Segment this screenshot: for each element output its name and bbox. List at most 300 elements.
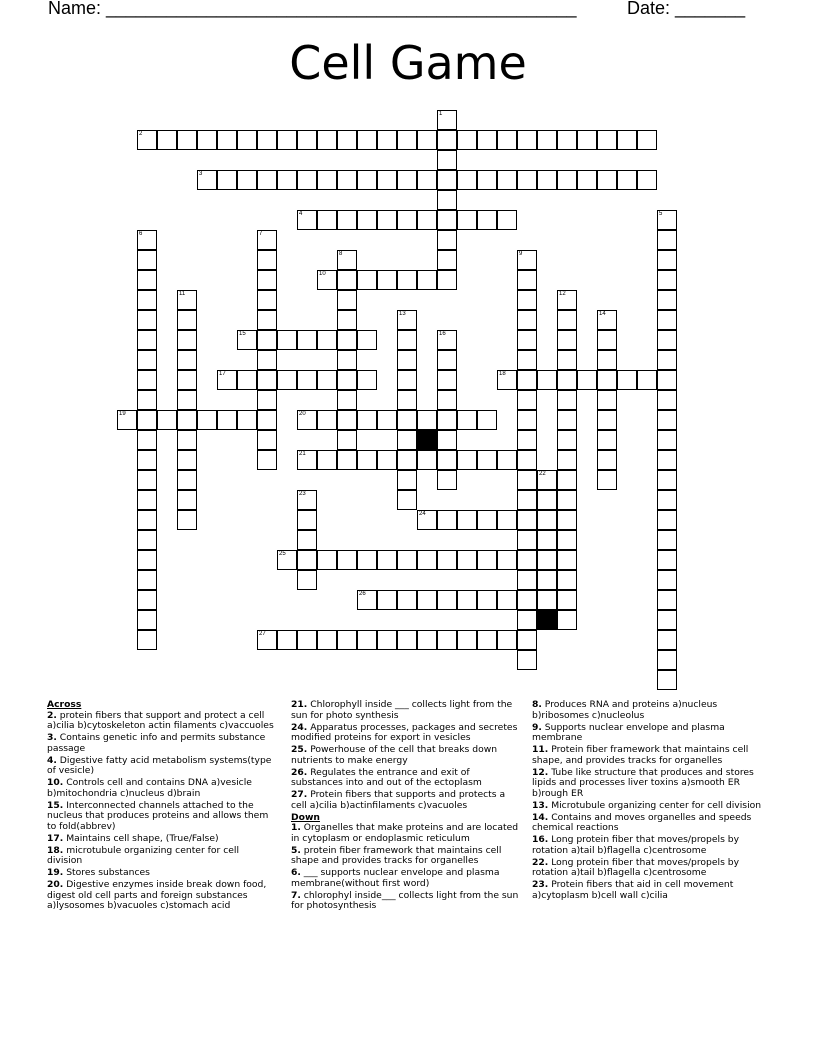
grid-cell[interactable] (597, 350, 617, 370)
grid-cell[interactable] (137, 470, 157, 490)
grid-cell[interactable] (137, 430, 157, 450)
grid-cell[interactable] (417, 630, 437, 650)
grid-cell[interactable] (537, 510, 557, 530)
grid-cell[interactable] (557, 470, 577, 490)
grid-cell[interactable] (357, 370, 377, 390)
grid-cell[interactable] (317, 270, 337, 290)
grid-cell[interactable] (377, 630, 397, 650)
grid-cell[interactable] (177, 450, 197, 470)
grid-cell[interactable] (397, 470, 417, 490)
grid-cell[interactable] (177, 370, 197, 390)
grid-cell[interactable] (317, 630, 337, 650)
grid-cell[interactable] (137, 390, 157, 410)
grid-cell[interactable] (597, 450, 617, 470)
grid-cell[interactable] (297, 550, 317, 570)
grid-cell[interactable] (577, 170, 597, 190)
grid-cell[interactable] (277, 370, 297, 390)
grid-cell[interactable] (377, 550, 397, 570)
grid-cell[interactable] (157, 410, 177, 430)
grid-cell[interactable] (657, 370, 677, 390)
grid-cell[interactable] (197, 130, 217, 150)
grid-cell[interactable] (257, 250, 277, 270)
grid-cell[interactable] (517, 510, 537, 530)
grid-cell[interactable] (557, 370, 577, 390)
grid-cell[interactable] (317, 450, 337, 470)
grid-cell[interactable] (497, 130, 517, 150)
grid-cell[interactable] (337, 630, 357, 650)
grid-cell[interactable] (517, 570, 537, 590)
grid-cell[interactable] (397, 130, 417, 150)
grid-cell[interactable] (357, 170, 377, 190)
grid-cell[interactable] (437, 550, 457, 570)
grid-cell[interactable] (557, 350, 577, 370)
grid-cell[interactable] (557, 610, 577, 630)
grid-cell[interactable] (517, 430, 537, 450)
grid-cell[interactable] (557, 390, 577, 410)
grid-cell[interactable] (257, 370, 277, 390)
grid-cell[interactable] (497, 450, 517, 470)
grid-cell[interactable] (437, 470, 457, 490)
grid-cell[interactable] (137, 310, 157, 330)
grid-cell[interactable] (517, 290, 537, 310)
grid-cell[interactable] (297, 450, 317, 470)
grid-cell[interactable] (537, 470, 557, 490)
grid-cell[interactable] (657, 590, 677, 610)
grid-cell[interactable] (137, 370, 157, 390)
grid-cell[interactable] (537, 550, 557, 570)
grid-cell[interactable] (137, 350, 157, 370)
grid-cell[interactable] (517, 130, 537, 150)
grid-cell[interactable] (217, 370, 237, 390)
grid-cell[interactable] (397, 270, 417, 290)
grid-cell[interactable] (397, 450, 417, 470)
grid-cell[interactable] (197, 410, 217, 430)
grid-cell[interactable] (437, 250, 457, 270)
grid-cell[interactable] (657, 230, 677, 250)
grid-cell[interactable] (457, 550, 477, 570)
grid-cell[interactable] (517, 390, 537, 410)
grid-cell[interactable] (177, 330, 197, 350)
grid-cell[interactable] (177, 130, 197, 150)
grid-cell[interactable] (657, 630, 677, 650)
grid-cell[interactable] (297, 570, 317, 590)
grid-cell[interactable] (277, 630, 297, 650)
grid-cell[interactable] (437, 350, 457, 370)
grid-cell[interactable] (457, 630, 477, 650)
grid-cell[interactable] (497, 630, 517, 650)
grid-cell[interactable] (337, 310, 357, 330)
grid-cell[interactable] (517, 490, 537, 510)
grid-cell[interactable] (557, 130, 577, 150)
grid-cell[interactable] (337, 550, 357, 570)
grid-cell[interactable] (657, 250, 677, 270)
grid-cell[interactable] (437, 410, 457, 430)
grid-cell[interactable] (337, 450, 357, 470)
grid-cell[interactable] (437, 590, 457, 610)
grid-cell[interactable] (397, 550, 417, 570)
grid-cell[interactable] (137, 330, 157, 350)
grid-cell[interactable] (517, 410, 537, 430)
grid-cell[interactable] (517, 310, 537, 330)
grid-cell[interactable] (337, 330, 357, 350)
grid-cell[interactable] (337, 410, 357, 430)
grid-cell[interactable] (397, 590, 417, 610)
grid-cell[interactable] (257, 170, 277, 190)
grid-cell[interactable] (317, 550, 337, 570)
grid-cell[interactable] (217, 410, 237, 430)
grid-cell[interactable] (297, 330, 317, 350)
grid-cell[interactable] (377, 270, 397, 290)
grid-cell[interactable] (617, 170, 637, 190)
grid-cell[interactable] (497, 370, 517, 390)
grid-cell[interactable] (617, 370, 637, 390)
grid-cell[interactable] (437, 630, 457, 650)
grid-cell[interactable] (137, 530, 157, 550)
grid-cell[interactable] (397, 630, 417, 650)
grid-cell[interactable] (517, 370, 537, 390)
grid-cell[interactable] (657, 350, 677, 370)
grid-cell[interactable] (597, 430, 617, 450)
grid-cell[interactable] (437, 230, 457, 250)
grid-cell[interactable] (457, 450, 477, 470)
grid-cell[interactable] (437, 330, 457, 350)
grid-cell[interactable] (517, 170, 537, 190)
grid-cell[interactable] (317, 170, 337, 190)
grid-cell[interactable] (157, 130, 177, 150)
grid-cell[interactable] (177, 350, 197, 370)
grid-cell[interactable] (637, 170, 657, 190)
grid-cell[interactable] (317, 370, 337, 390)
grid-cell[interactable] (397, 210, 417, 230)
grid-cell[interactable] (657, 490, 677, 510)
grid-cell[interactable] (597, 370, 617, 390)
grid-cell[interactable] (337, 430, 357, 450)
grid-cell[interactable] (617, 130, 637, 150)
grid-cell[interactable] (257, 230, 277, 250)
grid-cell[interactable] (337, 390, 357, 410)
grid-cell[interactable] (417, 590, 437, 610)
grid-cell[interactable] (357, 450, 377, 470)
grid-cell[interactable] (597, 410, 617, 430)
grid-cell[interactable] (437, 130, 457, 150)
grid-cell[interactable] (497, 590, 517, 610)
grid-cell[interactable] (657, 330, 677, 350)
grid-cell[interactable] (277, 330, 297, 350)
grid-cell[interactable] (577, 130, 597, 150)
grid-cell[interactable] (357, 330, 377, 350)
grid-cell[interactable] (457, 170, 477, 190)
grid-cell[interactable] (137, 590, 157, 610)
grid-cell[interactable] (457, 590, 477, 610)
grid-cell[interactable] (657, 450, 677, 470)
grid-cell[interactable] (417, 410, 437, 430)
grid-cell[interactable] (517, 470, 537, 490)
grid-cell[interactable] (557, 410, 577, 430)
grid-cell[interactable] (337, 270, 357, 290)
grid-cell[interactable] (297, 170, 317, 190)
grid-cell[interactable] (517, 650, 537, 670)
grid-cell[interactable] (237, 130, 257, 150)
grid-cell[interactable] (437, 510, 457, 530)
grid-cell[interactable] (337, 350, 357, 370)
grid-cell[interactable] (257, 310, 277, 330)
grid-cell[interactable] (257, 450, 277, 470)
grid-cell[interactable] (137, 250, 157, 270)
grid-cell[interactable] (297, 370, 317, 390)
grid-cell[interactable] (657, 670, 677, 690)
grid-cell[interactable] (417, 210, 437, 230)
grid-cell[interactable] (537, 570, 557, 590)
grid-cell[interactable] (137, 270, 157, 290)
grid-cell[interactable] (497, 170, 517, 190)
grid-cell[interactable] (557, 550, 577, 570)
grid-cell[interactable] (437, 430, 457, 450)
grid-cell[interactable] (257, 290, 277, 310)
grid-cell[interactable] (137, 610, 157, 630)
grid-cell[interactable] (337, 210, 357, 230)
grid-cell[interactable] (257, 270, 277, 290)
grid-cell[interactable] (517, 530, 537, 550)
grid-cell[interactable] (357, 630, 377, 650)
grid-cell[interactable] (297, 490, 317, 510)
grid-cell[interactable] (337, 170, 357, 190)
grid-cell[interactable] (597, 170, 617, 190)
grid-cell[interactable] (597, 310, 617, 330)
grid-cell[interactable] (477, 510, 497, 530)
grid-cell[interactable] (297, 130, 317, 150)
grid-cell[interactable] (377, 130, 397, 150)
name-field-label[interactable]: Name: _______________________________________________ (48, 0, 577, 18)
grid-cell[interactable] (457, 510, 477, 530)
grid-cell[interactable] (477, 210, 497, 230)
grid-cell[interactable] (577, 370, 597, 390)
grid-cell[interactable] (317, 130, 337, 150)
grid-cell[interactable] (377, 450, 397, 470)
grid-cell[interactable] (517, 550, 537, 570)
grid-cell[interactable] (557, 290, 577, 310)
grid-cell[interactable] (137, 130, 157, 150)
grid-cell[interactable] (357, 130, 377, 150)
grid-cell[interactable] (557, 170, 577, 190)
grid-cell[interactable] (557, 310, 577, 330)
grid-cell[interactable] (277, 170, 297, 190)
grid-cell[interactable] (517, 330, 537, 350)
grid-cell[interactable] (497, 210, 517, 230)
grid-cell[interactable] (417, 170, 437, 190)
grid-cell[interactable] (597, 470, 617, 490)
grid-cell[interactable] (417, 510, 437, 530)
grid-cell[interactable] (377, 590, 397, 610)
grid-cell[interactable] (437, 170, 457, 190)
grid-cell[interactable] (397, 430, 417, 450)
grid-cell[interactable] (257, 410, 277, 430)
grid-cell[interactable] (557, 590, 577, 610)
grid-cell[interactable] (477, 550, 497, 570)
grid-cell[interactable] (557, 430, 577, 450)
grid-cell[interactable] (657, 550, 677, 570)
grid-cell[interactable] (437, 210, 457, 230)
grid-cell[interactable] (437, 110, 457, 130)
grid-cell[interactable] (277, 130, 297, 150)
grid-cell[interactable] (117, 410, 137, 430)
grid-cell[interactable] (517, 270, 537, 290)
grid-cell[interactable] (597, 330, 617, 350)
grid-cell[interactable] (237, 330, 257, 350)
grid-cell[interactable] (137, 290, 157, 310)
grid-cell[interactable] (297, 630, 317, 650)
grid-cell[interactable] (397, 490, 417, 510)
grid-cell[interactable] (417, 130, 437, 150)
grid-cell[interactable] (517, 630, 537, 650)
grid-cell[interactable] (657, 510, 677, 530)
grid-cell[interactable] (537, 490, 557, 510)
grid-cell[interactable] (337, 370, 357, 390)
grid-cell[interactable] (657, 650, 677, 670)
grid-cell[interactable] (417, 550, 437, 570)
grid-cell[interactable] (397, 350, 417, 370)
grid-cell[interactable] (477, 590, 497, 610)
grid-cell[interactable] (537, 590, 557, 610)
grid-cell[interactable] (357, 210, 377, 230)
grid-cell[interactable] (537, 130, 557, 150)
grid-cell[interactable] (657, 270, 677, 290)
grid-cell[interactable] (557, 530, 577, 550)
grid-cell[interactable] (137, 410, 157, 430)
grid-cell[interactable] (297, 510, 317, 530)
grid-cell[interactable] (537, 170, 557, 190)
grid-cell[interactable] (657, 530, 677, 550)
grid-cell[interactable] (517, 450, 537, 470)
grid-cell[interactable] (357, 590, 377, 610)
grid-cell[interactable] (217, 170, 237, 190)
grid-cell[interactable] (437, 370, 457, 390)
grid-cell[interactable] (597, 390, 617, 410)
grid-cell[interactable] (257, 350, 277, 370)
grid-cell[interactable] (337, 250, 357, 270)
grid-cell[interactable] (257, 390, 277, 410)
grid-cell[interactable] (437, 390, 457, 410)
grid-cell[interactable] (197, 170, 217, 190)
grid-cell[interactable] (477, 130, 497, 150)
grid-cell[interactable] (237, 370, 257, 390)
grid-cell[interactable] (317, 210, 337, 230)
grid-cell[interactable] (137, 450, 157, 470)
grid-cell[interactable] (337, 290, 357, 310)
grid-cell[interactable] (377, 170, 397, 190)
grid-cell[interactable] (377, 210, 397, 230)
grid-cell[interactable] (317, 330, 337, 350)
grid-cell[interactable] (177, 310, 197, 330)
grid-cell[interactable] (317, 410, 337, 430)
grid-cell[interactable] (637, 130, 657, 150)
grid-cell[interactable] (537, 530, 557, 550)
grid-cell[interactable] (397, 390, 417, 410)
grid-cell[interactable] (177, 490, 197, 510)
grid-cell[interactable] (417, 450, 437, 470)
grid-cell[interactable] (517, 610, 537, 630)
grid-cell[interactable] (137, 630, 157, 650)
grid-cell[interactable] (457, 410, 477, 430)
grid-cell[interactable] (137, 550, 157, 570)
grid-cell[interactable] (497, 550, 517, 570)
grid-cell[interactable] (437, 150, 457, 170)
grid-cell[interactable] (357, 550, 377, 570)
grid-cell[interactable] (257, 430, 277, 450)
grid-cell[interactable] (557, 330, 577, 350)
grid-cell[interactable] (237, 410, 257, 430)
grid-cell[interactable] (657, 210, 677, 230)
grid-cell[interactable] (277, 550, 297, 570)
grid-cell[interactable] (137, 570, 157, 590)
grid-cell[interactable] (657, 430, 677, 450)
grid-cell[interactable] (477, 170, 497, 190)
grid-cell[interactable] (457, 130, 477, 150)
grid-cell[interactable] (397, 310, 417, 330)
grid-cell[interactable] (657, 470, 677, 490)
grid-cell[interactable] (177, 430, 197, 450)
grid-cell[interactable] (177, 410, 197, 430)
grid-cell[interactable] (177, 470, 197, 490)
grid-cell[interactable] (437, 450, 457, 470)
grid-cell[interactable] (597, 130, 617, 150)
grid-cell[interactable] (297, 210, 317, 230)
grid-cell[interactable] (397, 330, 417, 350)
grid-cell[interactable] (257, 130, 277, 150)
grid-cell[interactable] (337, 130, 357, 150)
grid-cell[interactable] (457, 210, 477, 230)
grid-cell[interactable] (257, 630, 277, 650)
grid-cell[interactable] (477, 450, 497, 470)
grid-cell[interactable] (297, 530, 317, 550)
grid-cell[interactable] (357, 410, 377, 430)
grid-cell[interactable] (177, 510, 197, 530)
grid-cell[interactable] (517, 250, 537, 270)
grid-cell[interactable] (517, 590, 537, 610)
grid-cell[interactable] (397, 170, 417, 190)
grid-cell[interactable] (437, 270, 457, 290)
grid-cell[interactable] (557, 450, 577, 470)
grid-cell[interactable] (397, 410, 417, 430)
grid-cell[interactable] (297, 410, 317, 430)
grid-cell[interactable] (137, 490, 157, 510)
grid-cell[interactable] (137, 510, 157, 530)
grid-cell[interactable] (657, 610, 677, 630)
grid-cell[interactable] (237, 170, 257, 190)
grid-cell[interactable] (497, 510, 517, 530)
grid-cell[interactable] (377, 410, 397, 430)
grid-cell[interactable] (657, 410, 677, 430)
date-field-label[interactable]: Date: _______ (627, 0, 746, 18)
grid-cell[interactable] (657, 310, 677, 330)
grid-cell[interactable] (357, 270, 377, 290)
grid-cell[interactable] (557, 510, 577, 530)
grid-cell[interactable] (537, 370, 557, 390)
grid-cell[interactable] (217, 130, 237, 150)
grid-cell[interactable] (657, 390, 677, 410)
grid-cell[interactable] (437, 190, 457, 210)
grid-cell[interactable] (477, 630, 497, 650)
grid-cell[interactable] (557, 490, 577, 510)
grid-cell[interactable] (517, 350, 537, 370)
grid-cell[interactable] (137, 230, 157, 250)
grid-cell[interactable] (557, 570, 577, 590)
grid-cell[interactable] (657, 290, 677, 310)
grid-cell[interactable] (477, 410, 497, 430)
grid-cell[interactable] (657, 570, 677, 590)
grid-cell[interactable] (637, 370, 657, 390)
grid-cell[interactable] (177, 390, 197, 410)
grid-cell[interactable] (417, 270, 437, 290)
